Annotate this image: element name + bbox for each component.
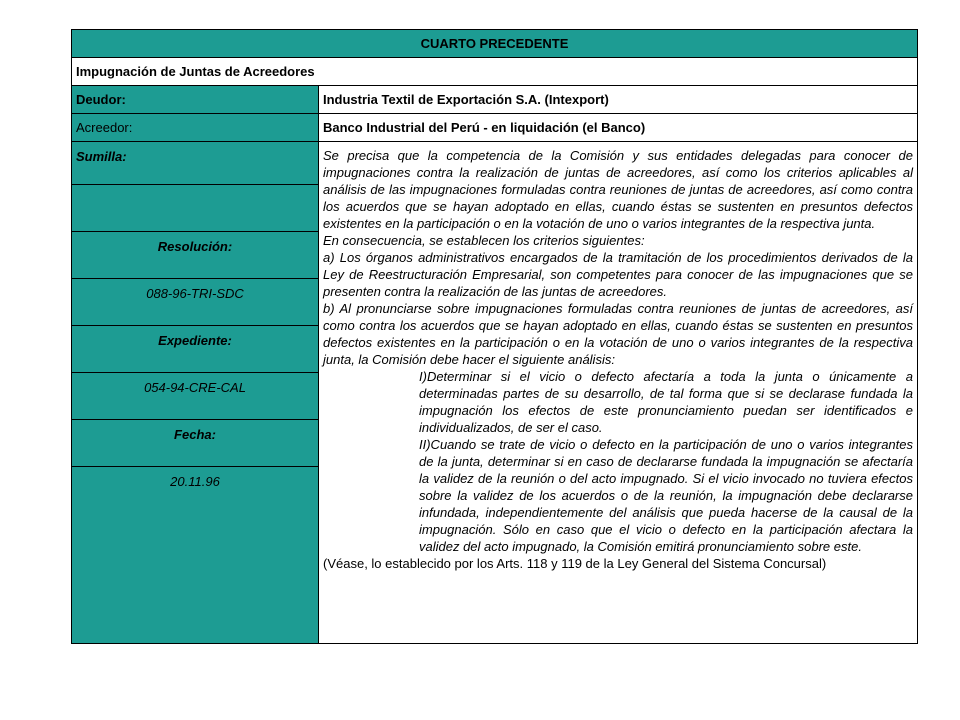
deudor-value: Industria Textil de Exportación S.A. (Intexport) — [319, 86, 918, 114]
fecha-value: 20.11.96 — [72, 467, 319, 644]
sumilla-row — [72, 142, 918, 185]
acreedor-label: Acreedor: — [72, 114, 319, 142]
subtitle-row — [72, 58, 918, 86]
criterion-a: a) Los órganos administrativos encargados de la tramitación de los procedimientos derivados de la Ley de Reestructuración Empresarial, son competentes para conocer de las impugnaciones que se presenten contra la realización de las juntas de acreedores. — [323, 250, 913, 299]
legal-reference: (Véase, lo establecido por los Arts. 118 y 119 de la Ley General del Sistema Concursal) — [323, 556, 827, 571]
acreedor-value: Banco Industrial del Perú - en liquidación (el Banco) — [319, 114, 918, 142]
sumilla-text — [319, 142, 918, 644]
sumilla-paragraph-1: Se precisa que la competencia de la Comisión y sus entidades delegadas para conocer de impugnaciones contra la realización de juntas de acreedores, así como los criterios aplicables al análisis de las impugnaciones formuladas contra reuniones de juntas de acreedores, así como contra los acuerdos que se hayan adoptado en ellas, cuando éstas se sustenten en presuntos defectos existentes en la participación o en la votación de uno o varios integrantes de la respectiva junta. — [323, 148, 913, 231]
precedent-table — [71, 29, 918, 644]
criterion-b: b) Al pronunciarse sobre impugnaciones formuladas contra reuniones de juntas de acreedores, así como contra los acuerdos que se hayan adoptado en ellas, cuando éstas se sustenten en presuntos defectos existentes en la participación o en la votación de uno o varios integrantes de la respectiva junta, la Comisión debe hacer el siguiente análisis: — [323, 301, 913, 367]
document-subtitle: Impugnación de Juntas de Acreedores — [72, 58, 918, 86]
resolucion-value: 088-96-TRI-SDC — [72, 279, 319, 326]
sumilla-paragraph-2: En consecuencia, se establecen los criterios siguientes: — [323, 233, 645, 248]
analysis-point-2: II)Cuando se trate de vicio o defecto en la participación de uno o varios integrantes de la junta, determinar si en caso de declararse fundada la impugnación se afectaría la validez de la reunión o del acto impugnado. Si el vicio invocado no tuviera efectos sobre la validez de los acuerdos o de la reunión, la impugnación debe declararse infundada, independientemente del análisis que pueda hacerse de la causal de la impugnación. Sólo en caso que el vicio o defecto en la participación afectara la validez del acto impugnado, la Comisión emitirá pronunciamiento sobre este. — [419, 437, 913, 554]
document-title: CUARTO PRECEDENTE — [72, 30, 918, 58]
analysis-point-1: I)Determinar si el vicio o defecto afectaría a toda la junta o únicamente a determinadas partes de su desarrollo, de tal forma que si se declarase fundada la impugnación los efectos de este pronunciamiento puedan ser identificados e individualizados, de ser el caso. — [419, 369, 913, 435]
expediente-value: 054-94-CRE-CAL — [72, 373, 319, 420]
deudor-row — [72, 86, 918, 114]
resolucion-label: Resolución: — [72, 232, 319, 279]
deudor-label: Deudor: — [72, 86, 319, 114]
empty-left-cell — [72, 185, 319, 232]
title-row — [72, 30, 918, 58]
precedent-document — [71, 29, 917, 644]
sumilla-label: Sumilla: — [72, 142, 319, 185]
fecha-label: Fecha: — [72, 420, 319, 467]
expediente-label: Expediente: — [72, 326, 319, 373]
acreedor-row — [72, 114, 918, 142]
